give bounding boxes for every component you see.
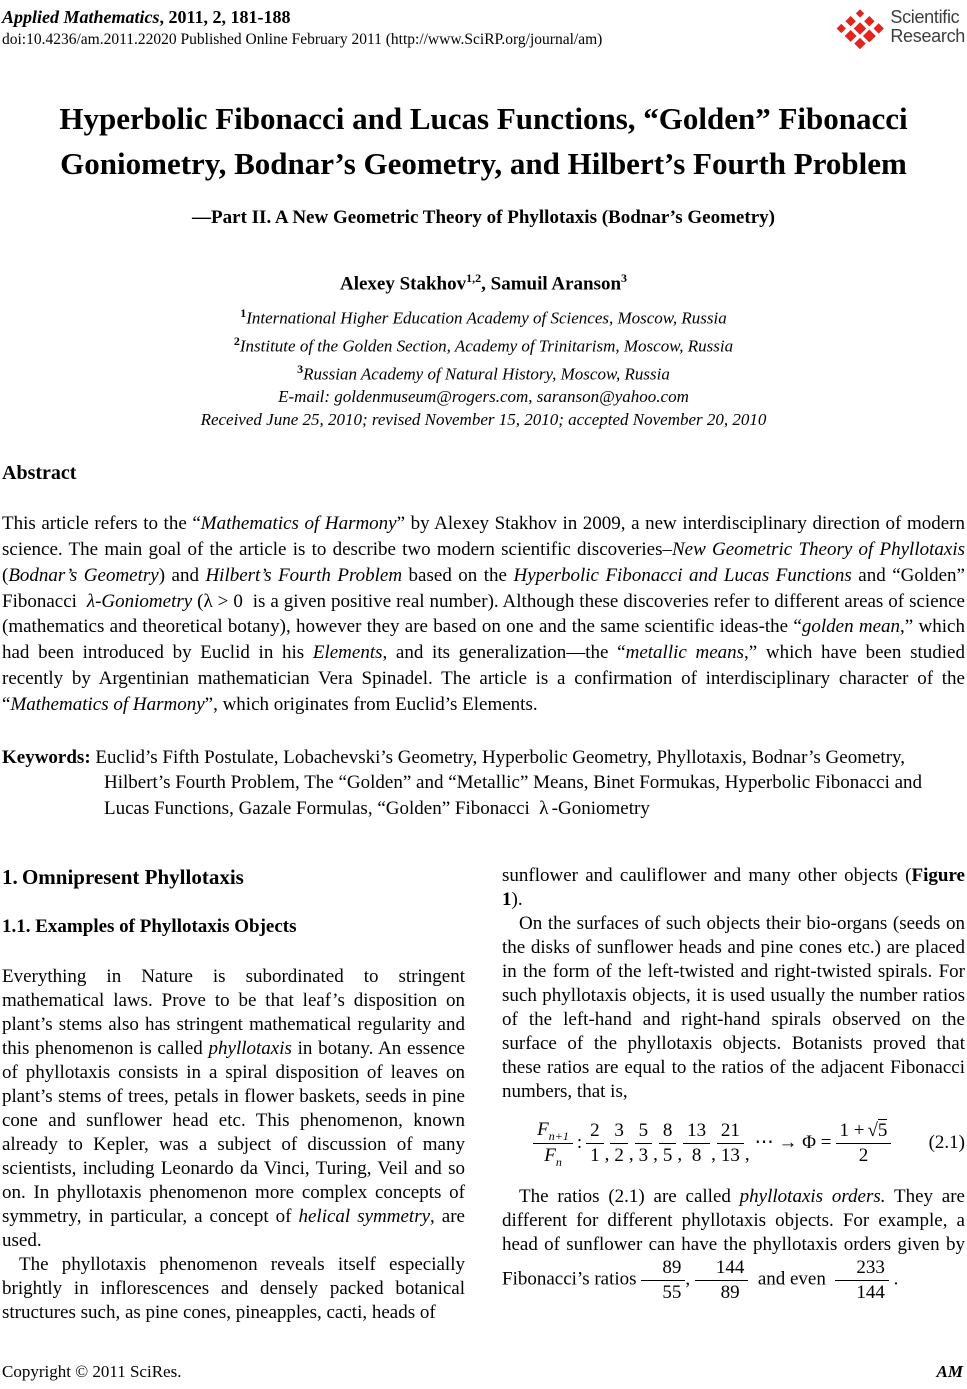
equation-ratio-sequence: $\frac{2}{1}$ , $\frac{3}{2}$ , $\frac{5}{3}$ , $\frac{8}{5}$ , $\frac{13}{8}$ , $\frac{21}{13}$ , — [586, 1120, 751, 1167]
equation-colon: : — [576, 1132, 583, 1154]
subsection-heading-1-1: 1.1. Examples of Phyllotaxis Objects — [2, 916, 297, 938]
logo-text — [890, 8, 965, 46]
page-footer — [2, 1362, 963, 1382]
left-paragraph-1: Everything in Nature is subordinated to stringent mathematical laws. Prove to be that leaf’s disposition on plant’s stems also has stringent mathematical regularity and this phenomenon is called phyllotaxis in botany. An essence of phyllotaxis consists in a spiral disposition of leaves on plant’s stems of trees, petals in flower baskets, seeds in pine cone and sunflower head etc. This phenomenon, known already to Kepler, was a subject of discussion of many scientists, including Leonardo da Vinci, Turing, Veil and so on. In phyllotaxis phenomenon more complex concepts of symmetry, in particular, a concept of helical symmetry, are used. — [2, 966, 465, 1252]
right-paragraph-2: On the surfaces of such objects their bio-organs (seeds on the disks of sunflower heads and pine cones etc.) are placed in the form of the left-twisted and right-twisted spirals. For such phyllotaxis objects, it is used usually the number ratios of the left-hand and right-hand spirals observed on the surface of the phyllotaxis objects. Botanists proved that these ratios are equal to the ratios of the adjacent Fibonacci numbers, that is, — [502, 913, 965, 1103]
affiliation-2 — [2, 330, 965, 358]
affiliation-1 — [2, 302, 965, 330]
equation-golden-mean-fraction: $\frac{1 + √5}{2}$ — [836, 1120, 892, 1167]
paper-subtitle: —Part II. A New Geometric Theory of Phyllotaxis (Bodnar’s Geometry) — [192, 207, 775, 228]
equation-2-1 — [502, 1119, 965, 1168]
footer-journal-abbrev: AM — [936, 1362, 963, 1381]
affiliation-2-sup: 2 — [233, 333, 240, 348]
affiliation-3-text: Russian Academy of Natural History, Moscow, Russia — [303, 364, 670, 384]
right-paragraph-1: sunflower and cauliflower and many other objects (Figure 1). — [502, 865, 965, 911]
footer-copyright: Copyright © 2011 SciRes. — [2, 1362, 182, 1381]
paper-title: Hyperbolic Fibonacci and Lucas Functions, “Golden” Fibonacci Goniometry, Bodnar’s Geometry, and Hilbert’s Fourth Problem — [59, 101, 908, 181]
radical-icon: √ — [867, 1120, 878, 1142]
doi-line: doi:10.4236/am.2011.22020 Published Online February 2011 (http://www.SciRP.org/journal/am) — [2, 31, 603, 48]
right-paragraph-3: The ratios (2.1) are called phyllotaxis orders. They are different for different phyllotaxis objects. For example, a head of sunflower can have the phyllotaxis orders given by Fibonacci’s ratios $\frac{89}{55}$ , $\frac{144}{89}$ and even $\frac{233}{144}$ . — [502, 1185, 965, 1303]
logo-text-line2: Research — [890, 26, 965, 46]
email-line: E-mail: goldenmuseum@rogers.com, saranson@yahoo.com — [278, 387, 689, 407]
keywords-label: Keywords: — [2, 746, 91, 768]
affiliation-1-text: International Higher Education Academy of Sciences, Moscow, Russia — [246, 308, 727, 328]
abstract-text: This article refers to the “Mathematics of Harmony” by Alexey Stakhov in 2009, a new interdisciplinary direction of modern science. The main goal of the article is to describe two modern scientific discoveries–New Geometric Theory of Phyllotaxis (Bodnar’s Geometry) and Hilbert’s Fourth Problem based on the Hyperbolic Fibonacci and Lucas Functions and “Golden” Fibonacci λ-Goniometry (λ > 0 is a given positive real number). Although these discoveries refer to different areas of science (mathematics and theoretical botany), however they are based on one and the same scientific ideas-the “golden mean,” which had been introduced by Euclid in his Elements, and its generalization—the “metallic means,” which have been studied recently by Argentinian mathematician Vera Spinadel. The article is a confirmation of interdisciplinary character of the “Mathematics of Harmony”, which originates from Euclid’s Elements. — [2, 513, 965, 715]
logo-diamonds-icon — [833, 8, 887, 50]
abstract-heading: Abstract — [2, 462, 77, 485]
journal-name: Applied Mathematics — [2, 7, 160, 27]
affiliation-1-sup: 1 — [240, 306, 247, 321]
equation-label: (2.1) — [928, 1132, 965, 1154]
right-column — [502, 864, 965, 1325]
journal-issue: , 2011, 2, 181-188 — [159, 7, 291, 27]
journal-line — [2, 6, 602, 28]
f-n: F — [544, 1144, 556, 1166]
left-paragraph-2: The phyllotaxis phenomenon reveals itself especially brightly in inflorescences and densely packed botanical structures such, as pine cones, pineapples, cacti, heads of — [2, 1254, 465, 1324]
affiliations — [2, 302, 965, 431]
equation-limit: ⋯ → Φ = — [754, 1132, 832, 1154]
keywords-block — [2, 745, 965, 822]
section-heading-1: 1. Omnipresent Phyllotaxis — [2, 865, 244, 890]
scientific-research-logo — [833, 8, 965, 50]
keywords-text: Euclid’s Fifth Postulate, Lobachevski’s Geometry, Hyperbolic Geometry, Phyllotaxis, Bodnar’s Geometry, Hilbert’s Fourth Problem, The “Golden” and “Metallic” Means, Binet Formukas, Hyperbolic Fibonacci and Lucas Functions, Gazale Formulas, “Golden” Fibonacci λ -Goniometry — [90, 746, 923, 820]
affiliation-3 — [2, 358, 965, 386]
affiliation-2-text: Institute of the Golden Section, Academy of Trinitarism, Moscow, Russia — [239, 336, 734, 356]
f-n-plus-1: F — [537, 1119, 549, 1141]
equation-body — [502, 1119, 923, 1168]
page-header — [2, 6, 965, 50]
authors: Alexey Stakhov$^{1,2}$, Samuil Aranson$^3$ — [339, 271, 628, 295]
logo-text-line1: Scientific — [890, 7, 960, 27]
left-column — [2, 864, 465, 1325]
affiliation-3-sup: 3 — [297, 361, 304, 376]
received-line: Received June 25, 2010; revised November 15, 2010; accepted November 20, 2010 — [200, 410, 767, 430]
header-left — [2, 6, 602, 50]
body-columns — [2, 864, 965, 1325]
equation-lhs-fraction: $\frac{F_{n+1}}{F_n}$ — [533, 1119, 573, 1168]
